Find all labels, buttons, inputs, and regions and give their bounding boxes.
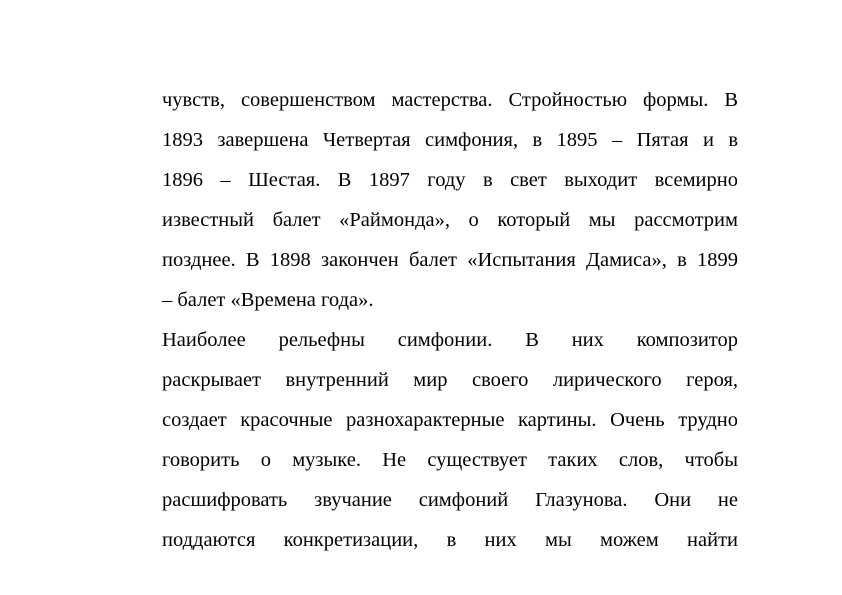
text-line: поддаются конкретизации, в них мы можем найти — [162, 529, 738, 551]
text-line: создает красочные разнохарактерные картины. Очень трудно — [162, 409, 738, 431]
text-line: чувств, совершенством мастерства. Стройностью формы. В — [162, 89, 738, 111]
text-line: позднее. В 1898 закончен балет «Испытания Дамиса», в 1899 — [162, 249, 738, 271]
text-line: говорить о музыке. Не существует таких слов, чтобы — [162, 449, 738, 471]
text-line: расшифровать звучание симфоний Глазунова. Они не — [162, 489, 738, 511]
text-line: 1896 – Шестая. В 1897 году в свет выходит всемирно — [162, 169, 738, 191]
text-line: известный балет «Раймонда», о который мы рассмотрим — [162, 209, 738, 231]
text-line: раскрывает внутренний мир своего лирического героя, — [162, 369, 738, 391]
text-line: 1893 завершена Четвертая симфония, в 1895 – Пятая и в — [162, 129, 738, 151]
text-line: Наиболее рельефны симфонии. В них композитор — [162, 329, 738, 351]
body-text — [162, 84, 738, 564]
text-line: – балет «Времена года». — [162, 289, 374, 311]
